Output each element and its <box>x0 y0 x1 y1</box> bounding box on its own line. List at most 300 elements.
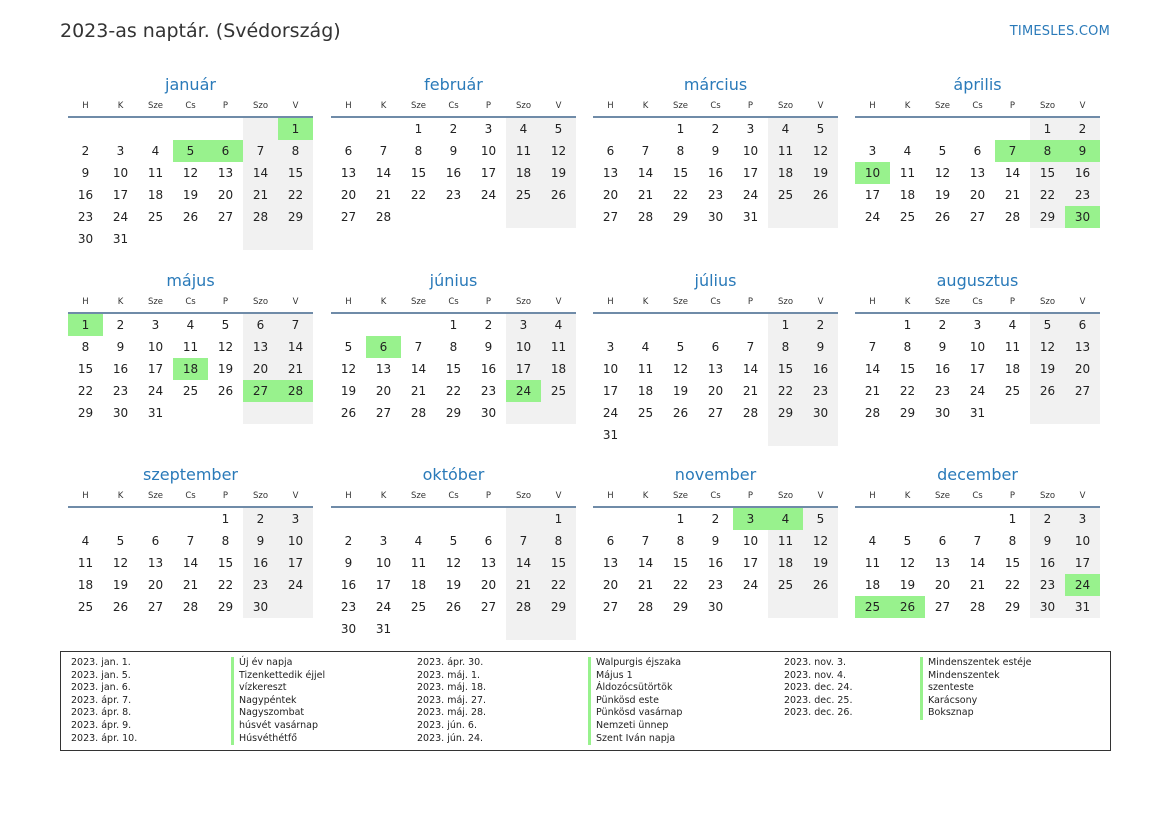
day-cell: 17 <box>506 358 541 380</box>
day-cell: 11 <box>864 556 881 570</box>
weekday-label: K <box>642 491 649 501</box>
day-cell: 12 <box>1030 336 1065 358</box>
day-cell: 15 <box>1004 556 1021 570</box>
day-cell: 7 <box>243 140 278 162</box>
day-cell: 24 <box>375 600 392 614</box>
day-cell: 3 <box>151 318 160 332</box>
day-cell: 11 <box>637 362 654 376</box>
day-cell: 14 <box>969 556 986 570</box>
day-cell: 15 <box>410 166 427 180</box>
day-cell: 13 <box>243 336 278 358</box>
legend-entry: 2023. jún. 24. <box>417 732 484 744</box>
empty-cell <box>243 118 278 140</box>
month-december <box>855 464 1100 618</box>
day-cell: 22 <box>278 184 313 206</box>
weekday-label: P <box>485 101 492 111</box>
legend-entry: 2023. nov. 3. <box>784 657 847 668</box>
day-cell: 11 <box>541 336 576 358</box>
day-cell: 21 <box>375 188 392 202</box>
day-cell: 14 <box>182 556 199 570</box>
legend-entry: Húsvéthétfő <box>239 732 298 744</box>
day-cell: 11 <box>182 340 199 354</box>
empty-cell <box>803 206 838 228</box>
weekday-label: H <box>869 491 876 501</box>
weekday-label: P <box>747 297 754 307</box>
day-cell: 12 <box>340 362 357 376</box>
day-cell: 25 <box>410 600 427 614</box>
empty-cell <box>278 596 313 618</box>
weekday-label: Szo <box>777 101 794 111</box>
day-cell: 29 <box>77 406 94 420</box>
empty-cell <box>401 618 436 640</box>
day-cell: 18 <box>173 358 208 380</box>
day-cell: 15 <box>217 556 234 570</box>
day-cell: 28 <box>742 406 759 420</box>
day-cell: 25 <box>77 600 94 614</box>
day-cell: 29 <box>672 210 689 224</box>
empty-cell <box>278 228 313 250</box>
day-cell: 9 <box>711 534 720 548</box>
day-cell: 14 <box>506 552 541 574</box>
month-november <box>593 464 838 618</box>
day-cell: 31 <box>969 406 986 420</box>
day-cell: 27 <box>602 210 619 224</box>
day-cell: 30 <box>112 406 129 420</box>
weekday-label: K <box>117 297 124 307</box>
empty-cell <box>506 402 541 424</box>
weekday-label: Cs <box>185 101 196 111</box>
day-cell: 26 <box>890 596 925 618</box>
day-cell: 10 <box>742 534 759 548</box>
legend-dates-col-2 <box>417 657 486 745</box>
empty-cell <box>960 508 995 530</box>
weekday-label: Szo <box>252 101 269 111</box>
day-cell: 27 <box>969 210 986 224</box>
day-cell: 12 <box>672 362 689 376</box>
day-cell: 30 <box>707 210 724 224</box>
day-cell: 18 <box>637 384 654 398</box>
day-cell: 25 <box>768 574 803 596</box>
day-cell: 31 <box>147 406 164 420</box>
empty-cell <box>331 508 366 530</box>
weekday-label: H <box>82 491 89 501</box>
empty-cell <box>208 402 243 424</box>
day-cell: 20 <box>602 578 619 592</box>
weekday-label: K <box>117 101 124 111</box>
weekday-header <box>331 488 576 508</box>
day-cell: 7 <box>746 340 755 354</box>
day-cell: 25 <box>182 384 199 398</box>
day-cell: 5 <box>903 534 912 548</box>
weekday-label: Szo <box>252 297 269 307</box>
day-cell: 1 <box>278 118 313 140</box>
day-cell: 19 <box>112 578 129 592</box>
weekday-label: Sze <box>147 491 164 501</box>
day-cell: 29 <box>541 596 576 618</box>
day-cell: 11 <box>768 140 803 162</box>
weekday-header <box>593 488 838 508</box>
weekday-label: Sze <box>934 491 951 501</box>
day-cell: 24 <box>1065 574 1100 596</box>
brand-link[interactable]: TIMESLES.COM <box>1009 24 1110 39</box>
day-cell: 23 <box>445 188 462 202</box>
month-október <box>331 464 576 640</box>
day-cell: 2 <box>938 318 947 332</box>
day-cell: 17 <box>112 188 129 202</box>
legend-entry: Boksznap <box>928 707 974 719</box>
empty-cell <box>541 618 576 640</box>
day-cell: 30 <box>340 622 357 636</box>
day-cell: 1 <box>1030 118 1065 140</box>
day-cell: 24 <box>480 188 497 202</box>
day-cell: 17 <box>969 362 986 376</box>
weekday-label: Szo <box>777 297 794 307</box>
legend-entry: Mindenszentek estéje <box>928 657 1032 668</box>
day-cell: 19 <box>217 362 234 376</box>
weekday-label: Sze <box>147 297 164 307</box>
weekday-label: V <box>1079 101 1086 111</box>
day-cell: 22 <box>1030 184 1065 206</box>
weekday-label: Cs <box>185 491 196 501</box>
day-cell: 18 <box>147 188 164 202</box>
day-cell: 5 <box>221 318 230 332</box>
day-cell: 13 <box>480 556 497 570</box>
day-cell: 15 <box>541 552 576 574</box>
empty-cell <box>593 314 628 336</box>
day-cell: 21 <box>969 578 986 592</box>
empty-cell <box>733 314 768 336</box>
weekday-label: H <box>82 101 89 111</box>
day-cell: 22 <box>77 384 94 398</box>
day-cell: 22 <box>672 578 689 592</box>
day-cell: 26 <box>182 210 199 224</box>
legend-entry: Walpurgis éjszaka <box>596 657 682 668</box>
day-cell: 18 <box>768 162 803 184</box>
weekday-label: H <box>869 297 876 307</box>
day-cell: 10 <box>375 556 392 570</box>
day-cell: 19 <box>445 578 462 592</box>
day-cell: 5 <box>116 534 125 548</box>
day-cell: 21 <box>864 384 881 398</box>
day-cell: 13 <box>217 166 234 180</box>
day-cell: 27 <box>1065 380 1100 402</box>
day-cell: 23 <box>340 600 357 614</box>
day-cell: 17 <box>480 166 497 180</box>
day-cell: 25 <box>855 596 890 618</box>
day-cell: 3 <box>973 318 982 332</box>
day-cell: 4 <box>541 314 576 336</box>
empty-cell <box>698 424 733 446</box>
day-cell: 9 <box>116 340 125 354</box>
day-cell: 1 <box>903 318 912 332</box>
day-cell: 3 <box>379 534 388 548</box>
weekday-label: V <box>555 297 562 307</box>
month-június <box>331 270 576 424</box>
day-cell: 9 <box>938 340 947 354</box>
day-cell: 8 <box>1030 140 1065 162</box>
day-cell: 26 <box>112 600 129 614</box>
weekday-header <box>331 294 576 314</box>
legend-entry: húsvét vasárnap <box>239 719 319 731</box>
day-cell: 30 <box>243 596 278 618</box>
day-cell: 12 <box>541 140 576 162</box>
day-cell: 13 <box>1065 336 1100 358</box>
legend-entry: 2023. ápr. 7. <box>71 694 132 706</box>
day-cell: 5 <box>803 508 838 530</box>
day-cell: 16 <box>480 362 497 376</box>
day-cell: 21 <box>637 578 654 592</box>
weekday-label: P <box>1009 491 1016 501</box>
day-cell: 16 <box>707 166 724 180</box>
day-cell: 6 <box>606 534 615 548</box>
day-cell: 6 <box>151 534 160 548</box>
legend-entry: 2023. ápr. 30. <box>417 657 484 668</box>
day-cell: 19 <box>803 552 838 574</box>
day-cell: 11 <box>506 140 541 162</box>
day-cell: 24 <box>147 384 164 398</box>
day-cell: 9 <box>243 530 278 552</box>
weekday-label: Szo <box>1039 491 1056 501</box>
day-cell: 18 <box>541 358 576 380</box>
day-cell: 9 <box>1030 530 1065 552</box>
day-cell: 12 <box>217 340 234 354</box>
day-cell: 22 <box>899 384 916 398</box>
empty-cell <box>243 228 278 250</box>
day-cell: 17 <box>147 362 164 376</box>
day-cell: 8 <box>676 534 685 548</box>
day-cell: 28 <box>375 210 392 224</box>
day-cell: 14 <box>637 556 654 570</box>
day-cell: 12 <box>112 556 129 570</box>
empty-cell <box>663 314 698 336</box>
day-cell: 21 <box>278 358 313 380</box>
weekday-label: H <box>607 297 614 307</box>
day-cell: 28 <box>278 380 313 402</box>
day-cell: 13 <box>707 362 724 376</box>
empty-cell <box>471 618 506 640</box>
day-cell: 25 <box>899 210 916 224</box>
empty-cell <box>506 508 541 530</box>
day-cell: 16 <box>340 578 357 592</box>
day-cell: 3 <box>484 122 493 136</box>
weekday-label: K <box>642 101 649 111</box>
weekday-label: Sze <box>672 297 689 307</box>
day-cell: 6 <box>1065 314 1100 336</box>
day-cell: 26 <box>541 184 576 206</box>
day-cell: 15 <box>278 162 313 184</box>
day-cell: 4 <box>1008 318 1017 332</box>
weekday-label: Sze <box>410 297 427 307</box>
empty-cell <box>890 508 925 530</box>
empty-cell <box>890 118 925 140</box>
day-cell: 13 <box>147 556 164 570</box>
day-cell: 20 <box>969 188 986 202</box>
month-title: szeptember <box>142 465 238 484</box>
day-cell: 8 <box>221 534 230 548</box>
day-cell: 26 <box>934 210 951 224</box>
day-cell: 23 <box>803 380 838 402</box>
day-cell: 27 <box>243 380 278 402</box>
weekday-label: Szo <box>777 491 794 501</box>
day-cell: 20 <box>934 578 951 592</box>
empty-cell <box>593 508 628 530</box>
empty-cell <box>593 118 628 140</box>
day-cell: 23 <box>707 188 724 202</box>
day-cell: 20 <box>375 384 392 398</box>
empty-cell <box>1065 402 1100 424</box>
day-cell: 6 <box>243 314 278 336</box>
day-cell: 10 <box>1065 530 1100 552</box>
empty-cell <box>173 508 208 530</box>
day-cell: 26 <box>672 406 689 420</box>
day-cell: 26 <box>445 600 462 614</box>
empty-cell <box>733 424 768 446</box>
legend-entry: szenteste <box>928 682 974 694</box>
empty-cell <box>768 206 803 228</box>
weekday-label: H <box>607 101 614 111</box>
day-cell: 18 <box>410 578 427 592</box>
day-grid <box>331 508 576 640</box>
day-cell: 29 <box>899 406 916 420</box>
day-cell: 9 <box>484 340 493 354</box>
empty-cell <box>138 118 173 140</box>
day-cell: 28 <box>182 600 199 614</box>
empty-cell <box>855 314 890 336</box>
day-cell: 16 <box>112 362 129 376</box>
empty-cell <box>506 618 541 640</box>
day-cell: 28 <box>506 596 541 618</box>
weekday-label: Cs <box>972 297 983 307</box>
day-cell: 29 <box>1004 600 1021 614</box>
day-cell: 8 <box>1008 534 1017 548</box>
day-cell: 4 <box>641 340 650 354</box>
day-cell: 31 <box>112 232 129 246</box>
day-cell: 6 <box>366 336 401 358</box>
month-title: április <box>953 75 1002 94</box>
day-cell: 1 <box>68 314 103 336</box>
day-cell: 26 <box>803 184 838 206</box>
day-cell: 14 <box>1004 166 1021 180</box>
day-cell: 28 <box>637 210 654 224</box>
month-augusztus <box>855 270 1100 424</box>
empty-cell <box>401 508 436 530</box>
day-cell: 7 <box>995 140 1030 162</box>
day-cell: 3 <box>1065 508 1100 530</box>
weekday-label: V <box>817 491 824 501</box>
day-cell: 8 <box>414 144 423 158</box>
weekday-header <box>68 488 313 508</box>
day-grid <box>855 314 1100 424</box>
day-cell: 15 <box>445 362 462 376</box>
day-cell: 1 <box>768 314 803 336</box>
day-cell: 31 <box>1065 596 1100 618</box>
weekday-label: Szo <box>515 297 532 307</box>
empty-cell <box>855 508 890 530</box>
day-cell: 11 <box>147 166 164 180</box>
legend-entry: Új év napja <box>239 657 293 668</box>
day-cell: 23 <box>243 574 278 596</box>
day-cell: 11 <box>77 556 94 570</box>
legend-entry: 2023. ápr. 8. <box>71 707 132 719</box>
weekday-header <box>331 98 576 118</box>
day-cell: 6 <box>606 144 615 158</box>
day-cell: 7 <box>641 534 650 548</box>
legend-names-col-3 <box>920 657 1032 720</box>
empty-cell <box>103 118 138 140</box>
day-cell: 22 <box>445 384 462 398</box>
weekday-label: Sze <box>410 101 427 111</box>
day-cell: 25 <box>1004 384 1021 398</box>
weekday-label: V <box>555 101 562 111</box>
day-cell: 20 <box>147 578 164 592</box>
weekday-label: Szo <box>515 491 532 501</box>
empty-cell <box>68 118 103 140</box>
empty-cell <box>768 424 803 446</box>
legend-entry: 2023. dec. 25. <box>784 694 853 706</box>
day-cell: 23 <box>112 384 129 398</box>
day-cell: 20 <box>602 188 619 202</box>
day-cell: 10 <box>506 336 541 358</box>
day-cell: 20 <box>1065 358 1100 380</box>
empty-cell <box>960 118 995 140</box>
day-cell: 14 <box>637 166 654 180</box>
legend-entry: Nagyszombat <box>239 707 305 719</box>
weekday-label: V <box>292 491 299 501</box>
weekday-label: Szo <box>1039 297 1056 307</box>
day-cell: 30 <box>480 406 497 420</box>
day-cell: 19 <box>541 162 576 184</box>
day-cell: 3 <box>733 508 768 530</box>
month-title: november <box>674 465 757 484</box>
weekday-label: Cs <box>185 297 196 307</box>
weekday-label: V <box>292 101 299 111</box>
day-cell: 4 <box>768 508 803 530</box>
day-cell: 4 <box>186 318 195 332</box>
page-title: 2023-as naptár. (Svédország) <box>60 20 341 42</box>
day-cell: 29 <box>1030 206 1065 228</box>
day-grid <box>331 314 576 424</box>
legend-entry: Mindenszentek <box>928 669 1000 681</box>
day-cell: 28 <box>1004 210 1021 224</box>
day-cell: 22 <box>541 574 576 596</box>
weekday-label: P <box>222 491 229 501</box>
day-cell: 9 <box>803 336 838 358</box>
day-grid <box>855 118 1100 228</box>
legend-entry: 2023. máj. 18. <box>417 682 487 694</box>
day-cell: 27 <box>217 210 234 224</box>
day-cell: 27 <box>480 600 497 614</box>
legend-entry: 2023. máj. 1. <box>417 669 481 681</box>
day-cell: 15 <box>672 556 689 570</box>
day-cell: 3 <box>116 144 125 158</box>
day-cell: 19 <box>803 162 838 184</box>
day-cell: 18 <box>864 578 881 592</box>
day-grid <box>68 314 313 424</box>
day-cell: 21 <box>506 574 541 596</box>
empty-cell <box>278 402 313 424</box>
day-cell: 7 <box>641 144 650 158</box>
day-cell: 11 <box>899 166 916 180</box>
month-szeptember <box>68 464 313 618</box>
month-title: június <box>429 271 478 290</box>
empty-cell <box>208 118 243 140</box>
day-cell: 20 <box>243 358 278 380</box>
legend-entry: 2023. ápr. 9. <box>71 719 132 731</box>
legend-entry: Pünkösd vasárnap <box>596 707 683 719</box>
month-title: január <box>165 75 216 94</box>
legend-entry: Május 1 <box>596 669 633 681</box>
day-cell: 13 <box>602 556 619 570</box>
